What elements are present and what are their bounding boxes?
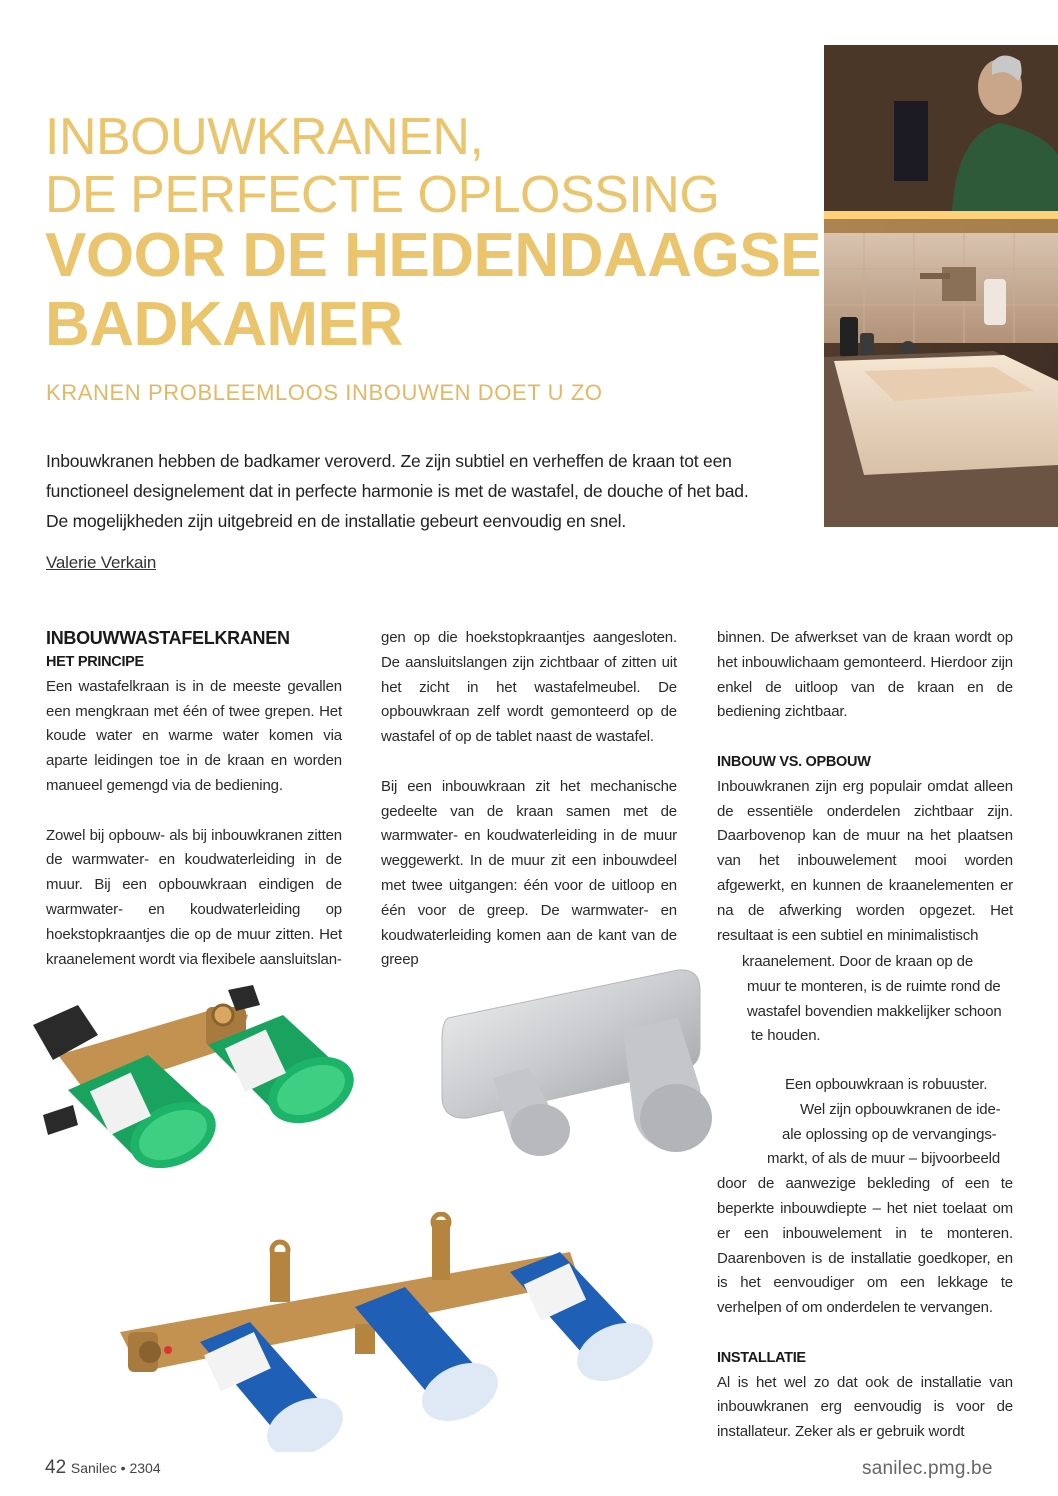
text-line: markt, of als de muur – bijvoorbeeld <box>767 1150 1001 1168</box>
text-line: Een opbouwkraan is robuuster. <box>785 1076 988 1093</box>
title-line-2: DE PERFECTE OPLOSSING <box>45 166 720 224</box>
green-concealed-body-illustration <box>28 985 363 1175</box>
intro-line: Inbouwkranen hebben de badkamer veroverd. Ze zijn subtiel en verheffen de kraan tot een <box>46 451 732 471</box>
column-3-wrap-f <box>767 1147 1013 1172</box>
body-paragraph: Al is het wel zo dat ook de installatie van inbouwkranen erg eenvoudig is voor de installateur. Zeker als er gebruik wordt <box>717 1373 1013 1441</box>
intro-line: functioneel designelement dat in perfecte harmonie is met de wastafel, de douche of het bad. <box>46 481 749 501</box>
column-3-wrap-e <box>782 1123 1013 1148</box>
text-line: Wel zijn opbouwkranen de ide- <box>800 1100 1001 1118</box>
subtitle: KRANEN PROBLEEMLOOS INBOUWEN DOET U ZO <box>46 380 603 405</box>
title-line-4: BADKAMER <box>45 290 403 359</box>
column-3-wrap-a <box>742 950 1013 975</box>
text-line: muur te monteren, is de ruimte rond de <box>747 977 1001 995</box>
blue-concealed-body-illustration <box>100 1212 670 1452</box>
body-paragraph: Zowel bij opbouw- als bij inbouwkranen zitten de warmwater- en koudwaterleiding in de muur. Bij een opbouwkraan eindigen de warmwater- en koudwaterleiding op hoekstopkraantjes die op de muur zitten. Het kraanelement wordt via flexibele aansluitslan- <box>46 826 342 968</box>
intro-line: De mogelijkheden zijn uitgebreid en de installatie gebeurt eenvoudig en snel. <box>46 511 627 531</box>
title-line-1: INBOUWKRANEN, <box>45 108 484 166</box>
body-paragraph: binnen. De afwerkset van de kraan wordt op het inbouwlichaam gemonteerd. Hierdoor zijn enkel de uitloop van de kraan en de bediening zichtbaar. <box>717 629 1013 721</box>
body-paragraph: Een wastafelkraan is in de meeste gevallen een mengkraan met één of twee grepen. Het koude water en warme water komen via aparte leidingen toe in de kraan en worden manueel gemengd via de bediening. <box>46 677 342 794</box>
column-3 <box>717 626 1013 948</box>
column-2 <box>381 626 677 973</box>
website-link[interactable]: sanilec.pmg.be <box>862 1458 993 1479</box>
column-3-wrap-c <box>785 1073 1013 1098</box>
text-line: ale oplossing op de vervangings- <box>782 1125 997 1143</box>
footer-left <box>45 1457 161 1479</box>
body-paragraph: Inbouwkranen zijn erg populair omdat alleen de essentiële onderdelen zichtbaar zijn. Daarbovenop kan de muur na het plaatsen van het inbouwelement mooi worden afgewerkt, en kunnen de kraanelementen er na de afwerking worden opgezet. Het resultaat is een subtiel en minimalistisch <box>717 777 1013 944</box>
page-number: 42 <box>45 1457 67 1478</box>
text-line: kraanelement. Door de kraan op de <box>742 953 974 970</box>
text-line: wastafel bovendien makkelijker schoon <box>747 1002 1002 1020</box>
body-paragraph: door de aanwezige bekleding of een te beperkte inbouwdiepte – het niet toelaat om er een inbouwelement in te monteren. Daarenboven is de installatie goedkoper, en is het eenvoudiger om een lekkage te verhelpen of om onderdelen te vervangen. <box>717 1175 1013 1317</box>
body-paragraph: gen op die hoekstopkraantjes aangesloten. De aansluitslangen zijn zichtbaar of zitten uit het zicht in het wastafelmeubel. De opbouwkraan zelf wordt gemonteerd op de wastafel of op de tablet naast de wastafel. <box>381 629 677 746</box>
intro-paragraph <box>46 446 816 536</box>
magazine-issue: Sanilec • 2304 <box>70 1460 161 1476</box>
column-3-lower <box>717 1172 1013 1445</box>
section-heading: INSTALLATIE <box>717 1349 806 1366</box>
chrome-faucet-image <box>438 968 750 1158</box>
column-3-wrap-d <box>800 1098 1013 1123</box>
subsection-heading: HET PRINCIPE <box>46 654 144 670</box>
section-heading: INBOUWWASTAFELKRANEN <box>46 628 290 648</box>
text-line: te houden. <box>751 1027 821 1045</box>
chrome-faucet-illustration <box>438 968 750 1158</box>
column-1 <box>46 626 342 972</box>
title-line-3: VOOR DE HEDENDAAGSE <box>45 221 821 290</box>
section-heading: INBOUW VS. OPBOUW <box>717 753 871 770</box>
column-3-wrap-b <box>747 975 1013 1049</box>
author-byline: Valerie Verkain <box>46 553 157 572</box>
blue-concealed-body-image <box>100 1212 670 1452</box>
green-concealed-body-image <box>28 985 363 1175</box>
bathroom-photo-illustration <box>824 45 1058 527</box>
body-paragraph: Bij een inbouwkraan zit het mechanische gedeelte van de kraan samen met de warmwater- en koudwaterleiding in de muur weggewerkt. In de muur zit een inbouwdeel met twee uitgangen: één voor de uitloop en één voor de greep. De warmwater- en koudwaterleiding komen aan de kant van de greep <box>381 777 677 969</box>
bathroom-photo <box>824 45 1058 527</box>
